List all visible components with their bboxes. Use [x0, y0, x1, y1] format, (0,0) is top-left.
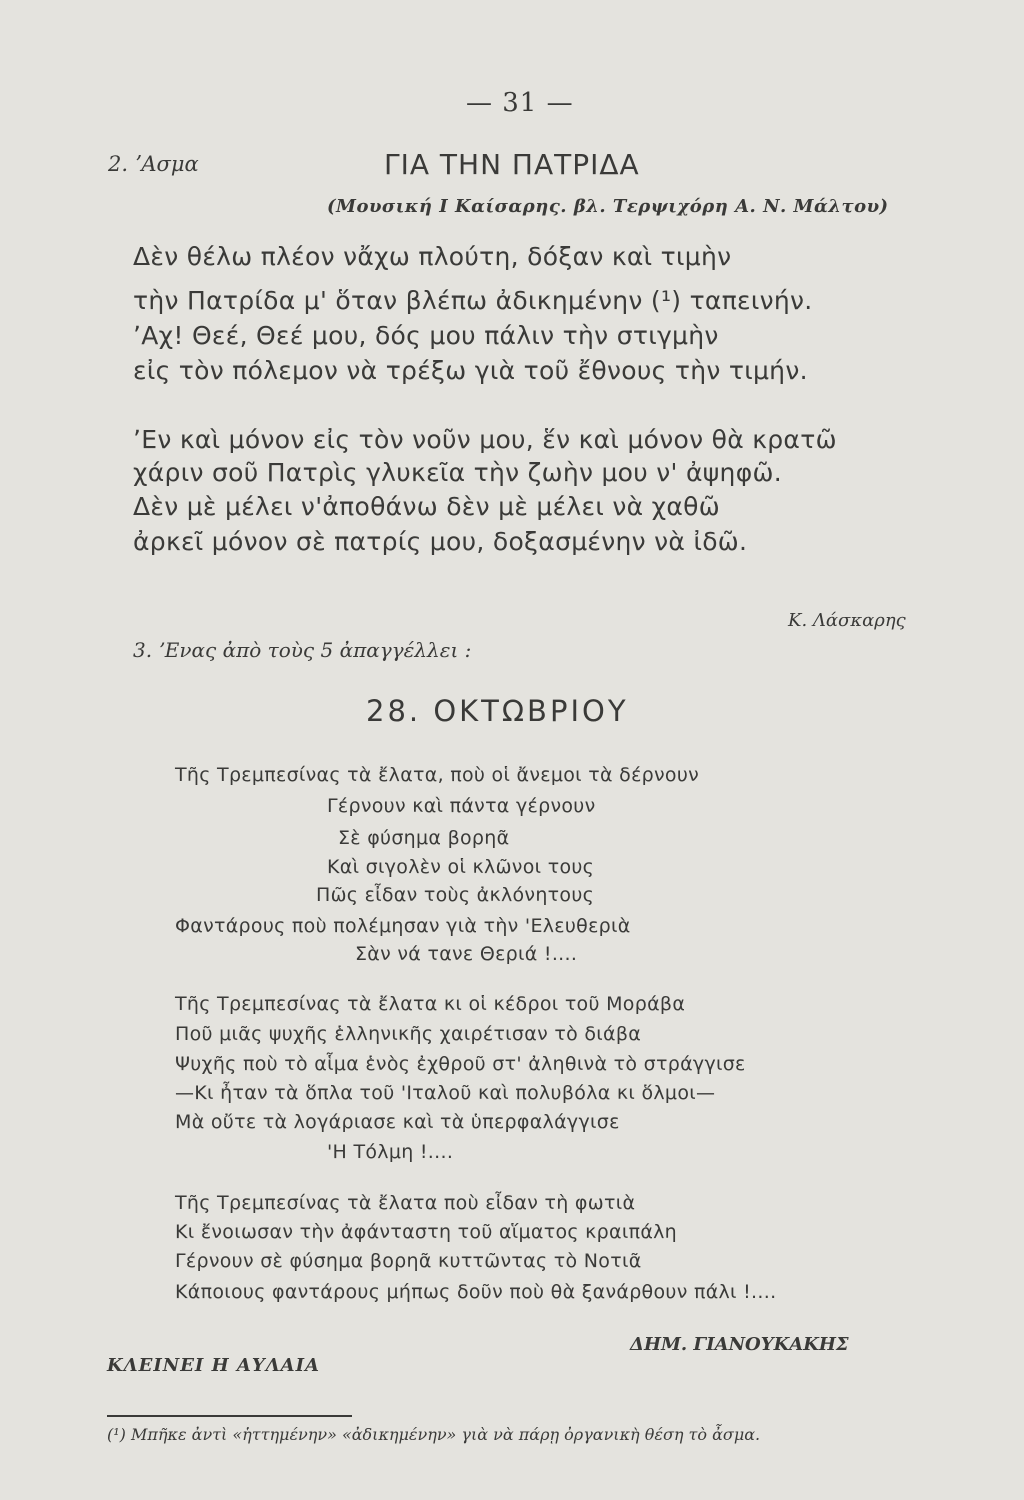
poem-line: Κάποιους φαντάρους μήπως δοῦν ποὺ θὰ ξανάρθουν πάλι !.... [175, 1281, 777, 1303]
poem-line: Σὲ φύσημα βορηᾶ [338, 827, 510, 849]
poem-line: Πῶς εἶδαν τοὺς ἀκλόνητους [316, 884, 595, 906]
song-author: Κ. Λάσκαρης [788, 610, 906, 631]
closing-stage-direction: ΚΛΕΙΝΕΙ Η ΑΥΛΑΙΑ [107, 1355, 321, 1376]
poem-author: ΔΗΜ. ΓΙΑΝΟΥΚΑΚΗΣ [630, 1334, 849, 1355]
poem-line: Καὶ σιγολὲν οἱ κλῶνοι τους [327, 856, 595, 878]
poem-line: Τῆς Τρεμπεσίνας τὰ ἔλατα, ποὺ οἱ ἄνεμοι τὰ δέρνουν [175, 764, 700, 786]
poem-line: Ποῦ μιᾶς ψυχῆς ἑλληνικῆς χαιρέτισαν τὸ διάβα [175, 1023, 642, 1045]
song-line: τὴν Πατρίδα μ' ὅταν βλέπω ἀδικημένην (¹) ταπεινήν. [133, 286, 813, 315]
poem-line: Ψυχῆς ποὺ τὸ αἷμα ἑνὸς ἐχθροῦ στ' ἀληθινὰ τὸ στράγγισε [175, 1053, 746, 1075]
song-credit: (Μουσική Ι Καίσαρης. βλ. Τερψιχόρη Α. Ν. Μάλτου) [327, 196, 889, 217]
page-number: — 31 — [466, 88, 574, 118]
footnote: (¹) Μπῆκε ἀντὶ «ἡττημένην» «ἀδικημένην» γιὰ νὰ πάρῃ ὀργανικὴ θέση τὸ ἆσμα. [107, 1425, 761, 1444]
poem-line: Τῆς Τρεμπεσίνας τὰ ἔλατα κι οἱ κέδροι τοῦ Μοράβα [175, 993, 686, 1015]
recitation-note: 3. ʼΕνας ἀπὸ τοὺς 5 ἀπαγγέλλει : [133, 638, 472, 662]
poem-line: Φαντάρους ποὺ πολέμησαν γιὰ τὴν 'Ελευθεριὰ [175, 915, 631, 937]
poem-title: 28. ΟΚΤΩΒΡΙΟΥ [366, 694, 629, 728]
poem-line: 'Η Τόλμη !.... [327, 1141, 454, 1163]
poem-line: Μὰ οὔτε τὰ λογάριασε καὶ τὰ ὑπερφαλάγγισε [175, 1111, 620, 1133]
song-line: ἀρκεῖ μόνον σὲ πατρίς μου, δοξασμένην νὰ ἰδῶ. [133, 527, 748, 556]
song-line: χάριν σοῦ Πατρὶς γλυκεῖα τὴν ζωὴν μου ν' ἀψηφῶ. [133, 458, 782, 487]
footnote-divider [107, 1415, 352, 1417]
poem-line: Τῆς Τρεμπεσίνας τὰ ἔλατα ποὺ εἶδαν τὴ φωτιὰ [175, 1192, 636, 1214]
song-line: Δὲν μὲ μέλει ν'ἀποθάνω δὲν μὲ μέλει νὰ χαθῶ [133, 492, 720, 521]
poem-line: Γέρνουν καὶ πάντα γέρνουν [327, 795, 596, 817]
poem-line: Σὰν νά τανε Θεριά !.... [355, 943, 578, 965]
song-number: 2. ʼΑσμα [108, 152, 199, 176]
poem-line: Κι ἔνοιωσαν τὴν ἀφάνταστη τοῦ αἵματος κραιπάλη [175, 1221, 678, 1243]
song-line: Δὲν θέλω πλέον νἄχω πλούτη, δόξαν καὶ τιμὴν [133, 242, 732, 271]
poem-line: —Κι ἦταν τὰ ὅπλα τοῦ 'Ιταλοῦ καὶ πολυβόλα κι ὅλμοι— [175, 1082, 716, 1104]
song-line: εἰς τὸν πόλεμον νὰ τρέξω γιὰ τοῦ ἔθνους τὴν τιμήν. [133, 356, 808, 385]
song-title: ΓΙΑ ΤΗΝ ΠΑΤΡΙΔΑ [384, 148, 640, 181]
poem-line: Γέρνουν σὲ φύσημα βορηᾶ κυττῶντας τὸ Νοτιᾶ [175, 1250, 642, 1272]
song-line: ʼΕν καὶ μόνον εἰς τὸν νοῦν μου, ἕν καὶ μόνον θὰ κρατῶ [133, 425, 837, 454]
song-line: ʼΑχ! Θεέ, Θεέ μου, δός μου πάλιν τὴν στιγμὴν [133, 321, 719, 350]
